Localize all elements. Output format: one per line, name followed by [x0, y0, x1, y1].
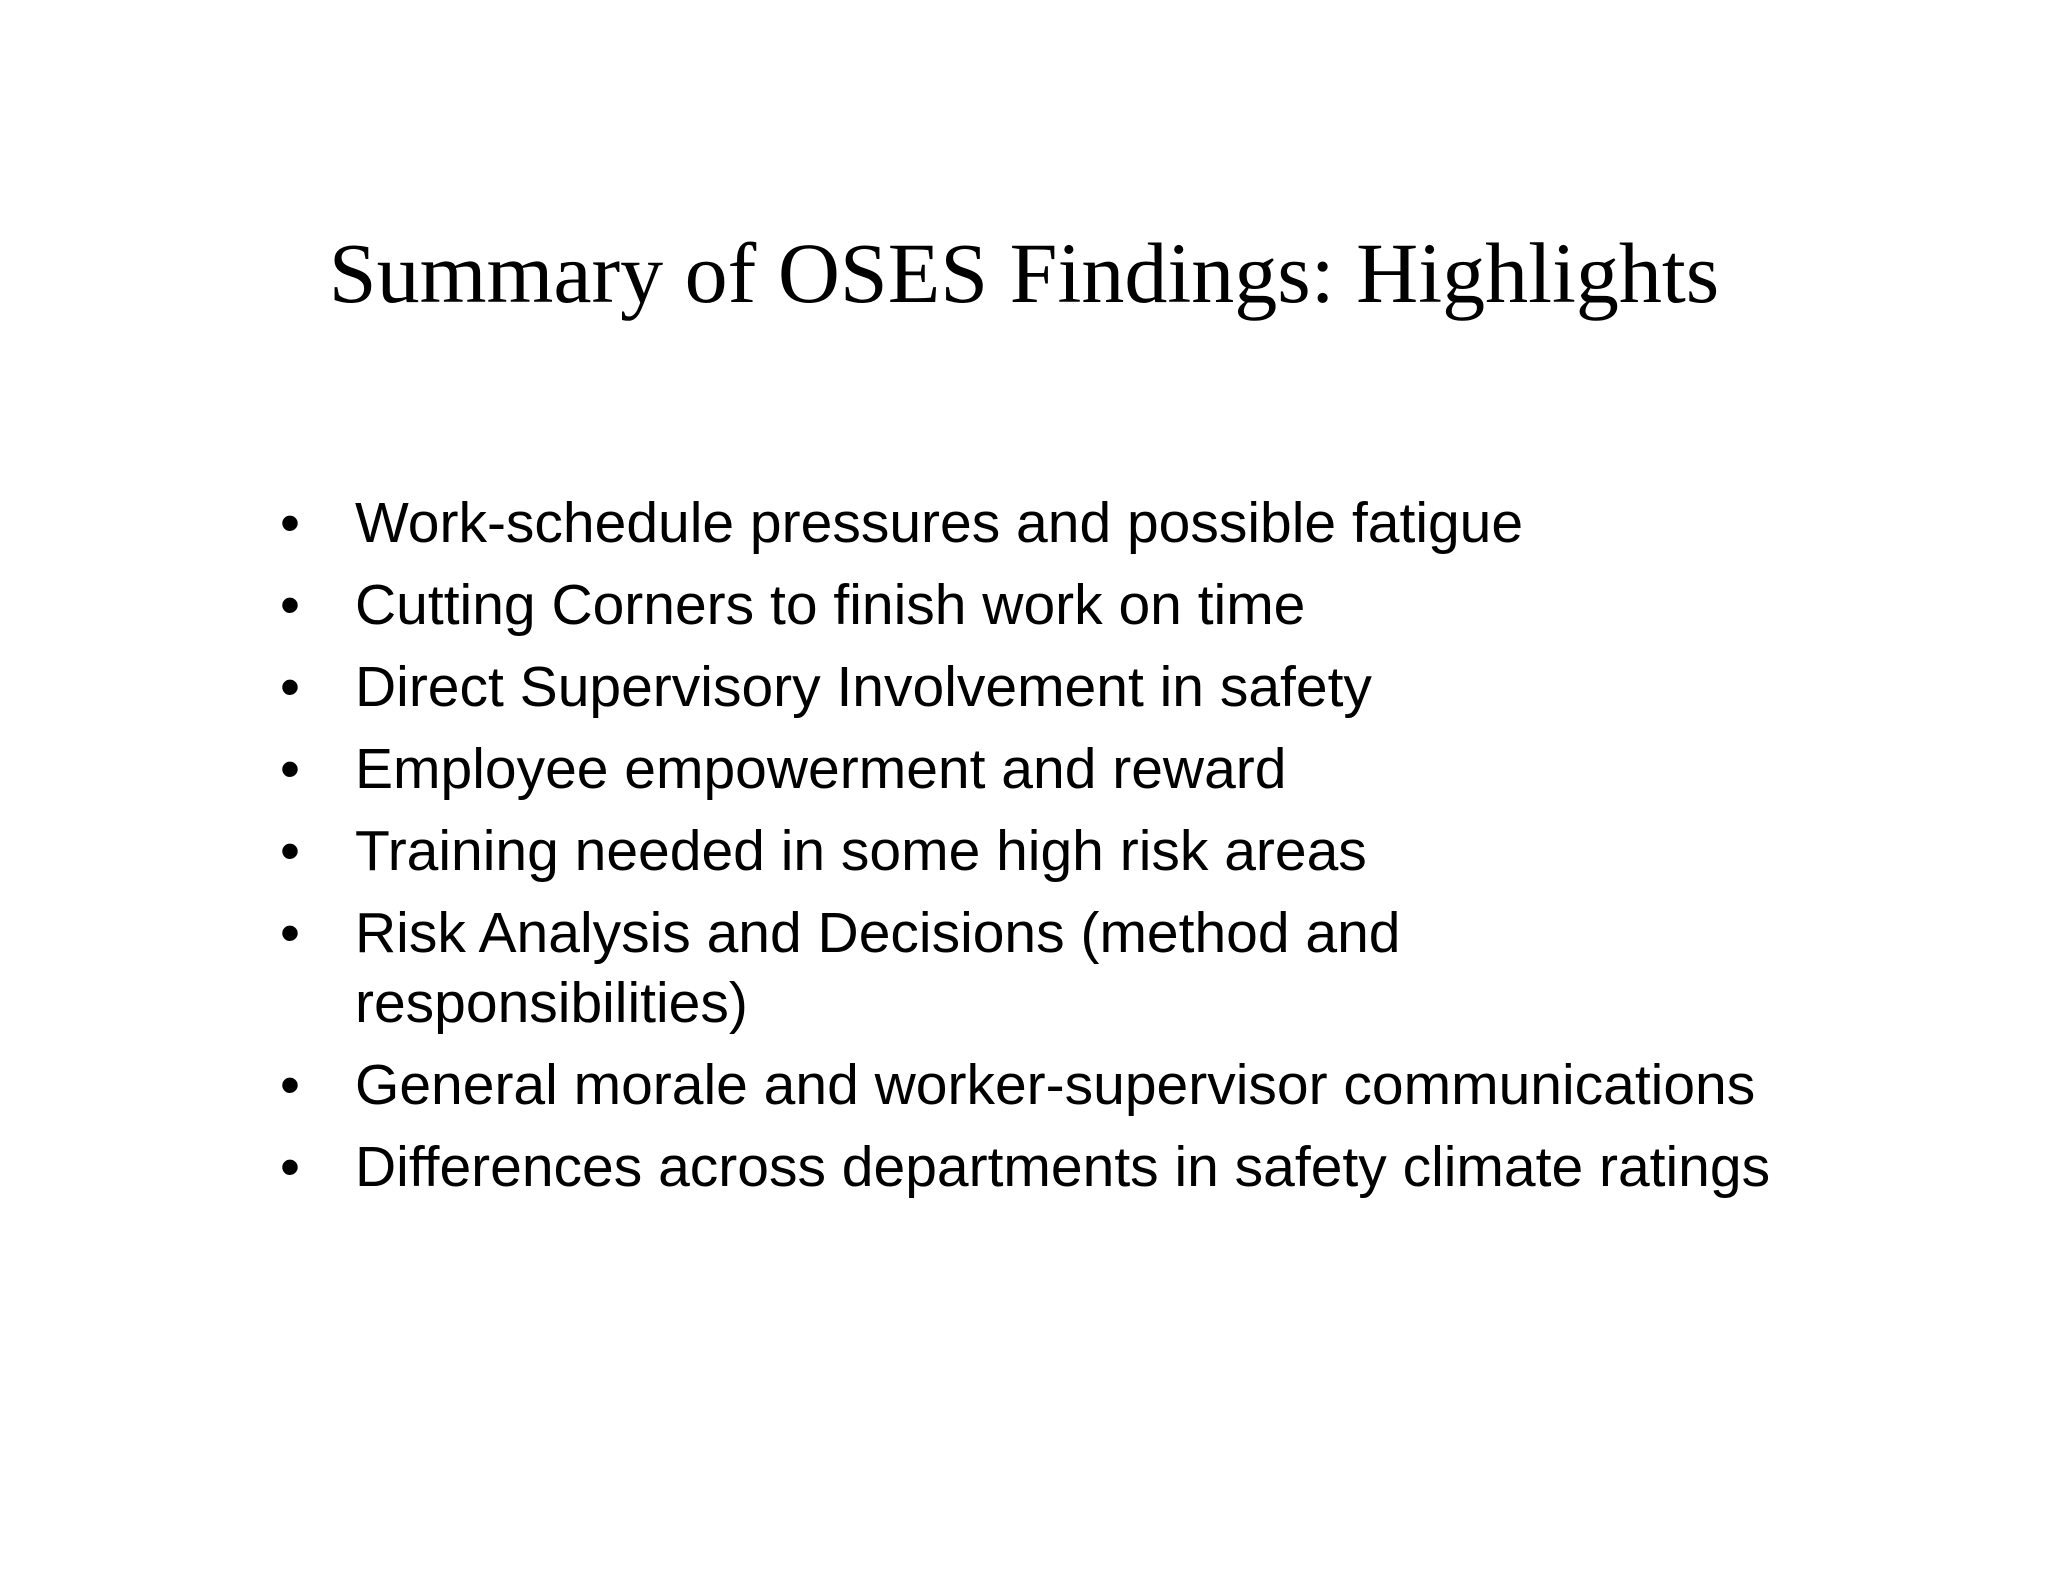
list-item	[280, 816, 1980, 886]
list-item	[280, 1050, 1980, 1120]
list-item	[280, 1132, 1980, 1202]
list-item	[280, 898, 1980, 1038]
bullet-icon: •	[280, 901, 300, 965]
bullet-icon: •	[280, 737, 300, 801]
bullet-icon: •	[280, 1135, 300, 1199]
bullet-icon: •	[280, 573, 300, 637]
list-item	[280, 652, 1980, 722]
bullet-icon: •	[280, 491, 300, 555]
list-item-text: Direct Supervisory Involvement in safety	[355, 655, 1372, 719]
bullet-icon: •	[280, 819, 300, 883]
list-item-text: Employee empowerment and reward	[355, 737, 1287, 801]
list-item	[280, 488, 1980, 558]
list-item-text: Differences across departments in safety climate ratings	[355, 1135, 1771, 1199]
list-item	[280, 570, 1980, 640]
list-item	[280, 734, 1980, 804]
list-item-text: Cutting Corners to finish work on time	[355, 573, 1306, 637]
findings-list	[280, 488, 1980, 1214]
list-item-text: Work-schedule pressures and possible fatigue	[355, 491, 1524, 555]
bullet-icon: •	[280, 1053, 300, 1117]
bullet-icon: •	[280, 655, 300, 719]
list-item-text: Training needed in some high risk areas	[355, 819, 1367, 883]
list-item-text: General morale and worker-supervisor communications	[355, 1053, 1756, 1117]
list-item-text: Risk Analysis and Decisions (method and responsibilities)	[355, 901, 1401, 1035]
slide-title: Summary of OSES Findings: Highlights	[328, 225, 1720, 321]
